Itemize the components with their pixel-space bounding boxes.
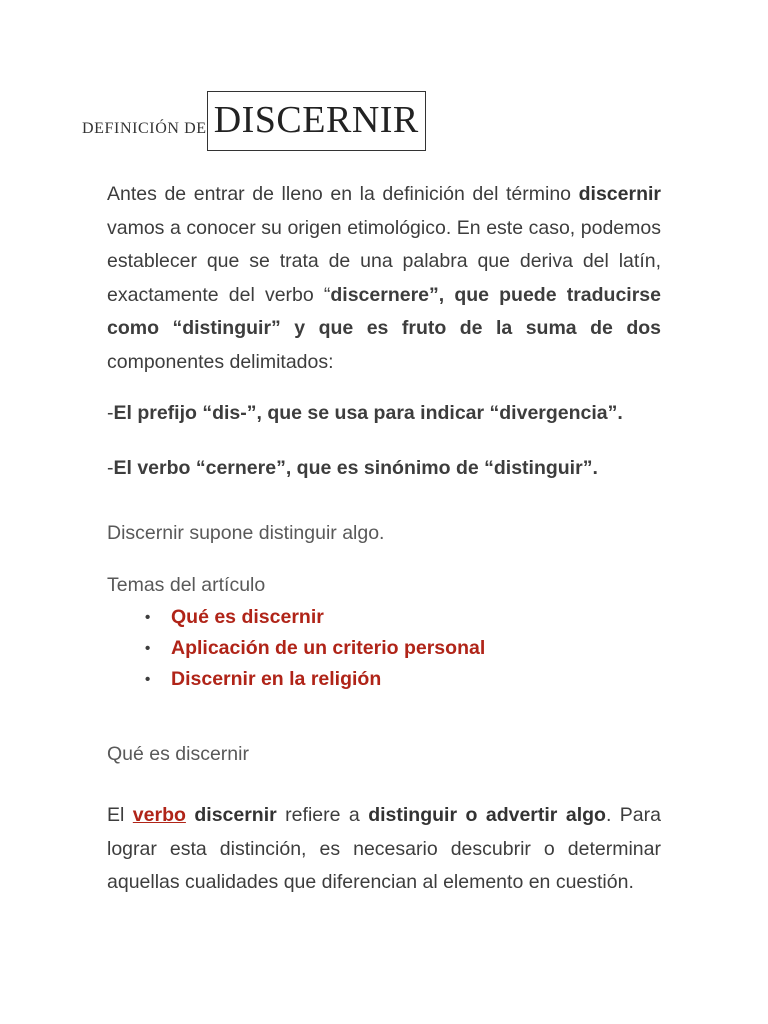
toc-heading: Temas del artículo — [107, 574, 266, 596]
intro-bold-etymology: discernere”, que puede traducirse como “distinguir” y que es fruto de la suma de dos — [107, 283, 661, 339]
toc-link-aplicacion[interactable] — [145, 633, 485, 664]
toc-link-que-es[interactable] — [145, 602, 485, 633]
intro-paragraph — [107, 178, 661, 379]
component-dash: - — [107, 457, 114, 479]
toc-link-label: Qué es discernir — [171, 606, 324, 628]
definition-bold-meaning: distinguir o advertir algo — [368, 804, 606, 826]
definition-paragraph — [107, 799, 661, 900]
image-caption: Discernir supone distinguir algo. — [107, 522, 385, 544]
definition-text-3: . Para lograr esta distinción, es necesario descubrir o determinar aquellas cualidades que diferencian al elemento en cuestión. — [107, 804, 661, 893]
toc-link-religion[interactable] — [145, 664, 485, 695]
definition-bold-term: discernir — [194, 804, 277, 826]
bullet-icon: • — [145, 640, 151, 657]
toc-link-label: Discernir en la religión — [171, 668, 382, 690]
intro-text-1: Antes de entrar de lleno en la definición del término — [107, 183, 579, 205]
component-text: El prefijo “dis-”, que se usa para indicar “divergencia”. — [113, 402, 623, 424]
component-dash: - — [107, 402, 114, 424]
component-verb — [107, 454, 598, 482]
intro-text-3: componentes delimitados: — [107, 350, 334, 373]
component-text: El verbo “cernere”, que es sinónimo de “distinguir”. — [113, 457, 598, 479]
bullet-icon: • — [145, 671, 151, 688]
intro-bold-term: discernir — [578, 183, 661, 205]
title-word-box: DISCERNIR — [207, 91, 426, 151]
title-prefix: DEFINICIÓN DE — [82, 120, 207, 137]
section-heading: Qué es discernir — [107, 743, 249, 765]
bullet-icon: • — [145, 609, 151, 626]
toc-list — [145, 602, 485, 695]
definition-text-1: El — [107, 804, 133, 826]
toc-link-label: Aplicación de un criterio personal — [171, 637, 486, 659]
component-prefix — [107, 399, 623, 427]
page-title — [82, 91, 426, 151]
intro-text-2: vamos a conocer su origen etimológico. En este caso, podemos establecer que se trata de una palabra que deriva del latín, exactamente del verbo “ — [107, 216, 661, 306]
definition-text-2: refiere a — [276, 804, 369, 826]
verbo-link[interactable]: verbo — [132, 804, 186, 826]
